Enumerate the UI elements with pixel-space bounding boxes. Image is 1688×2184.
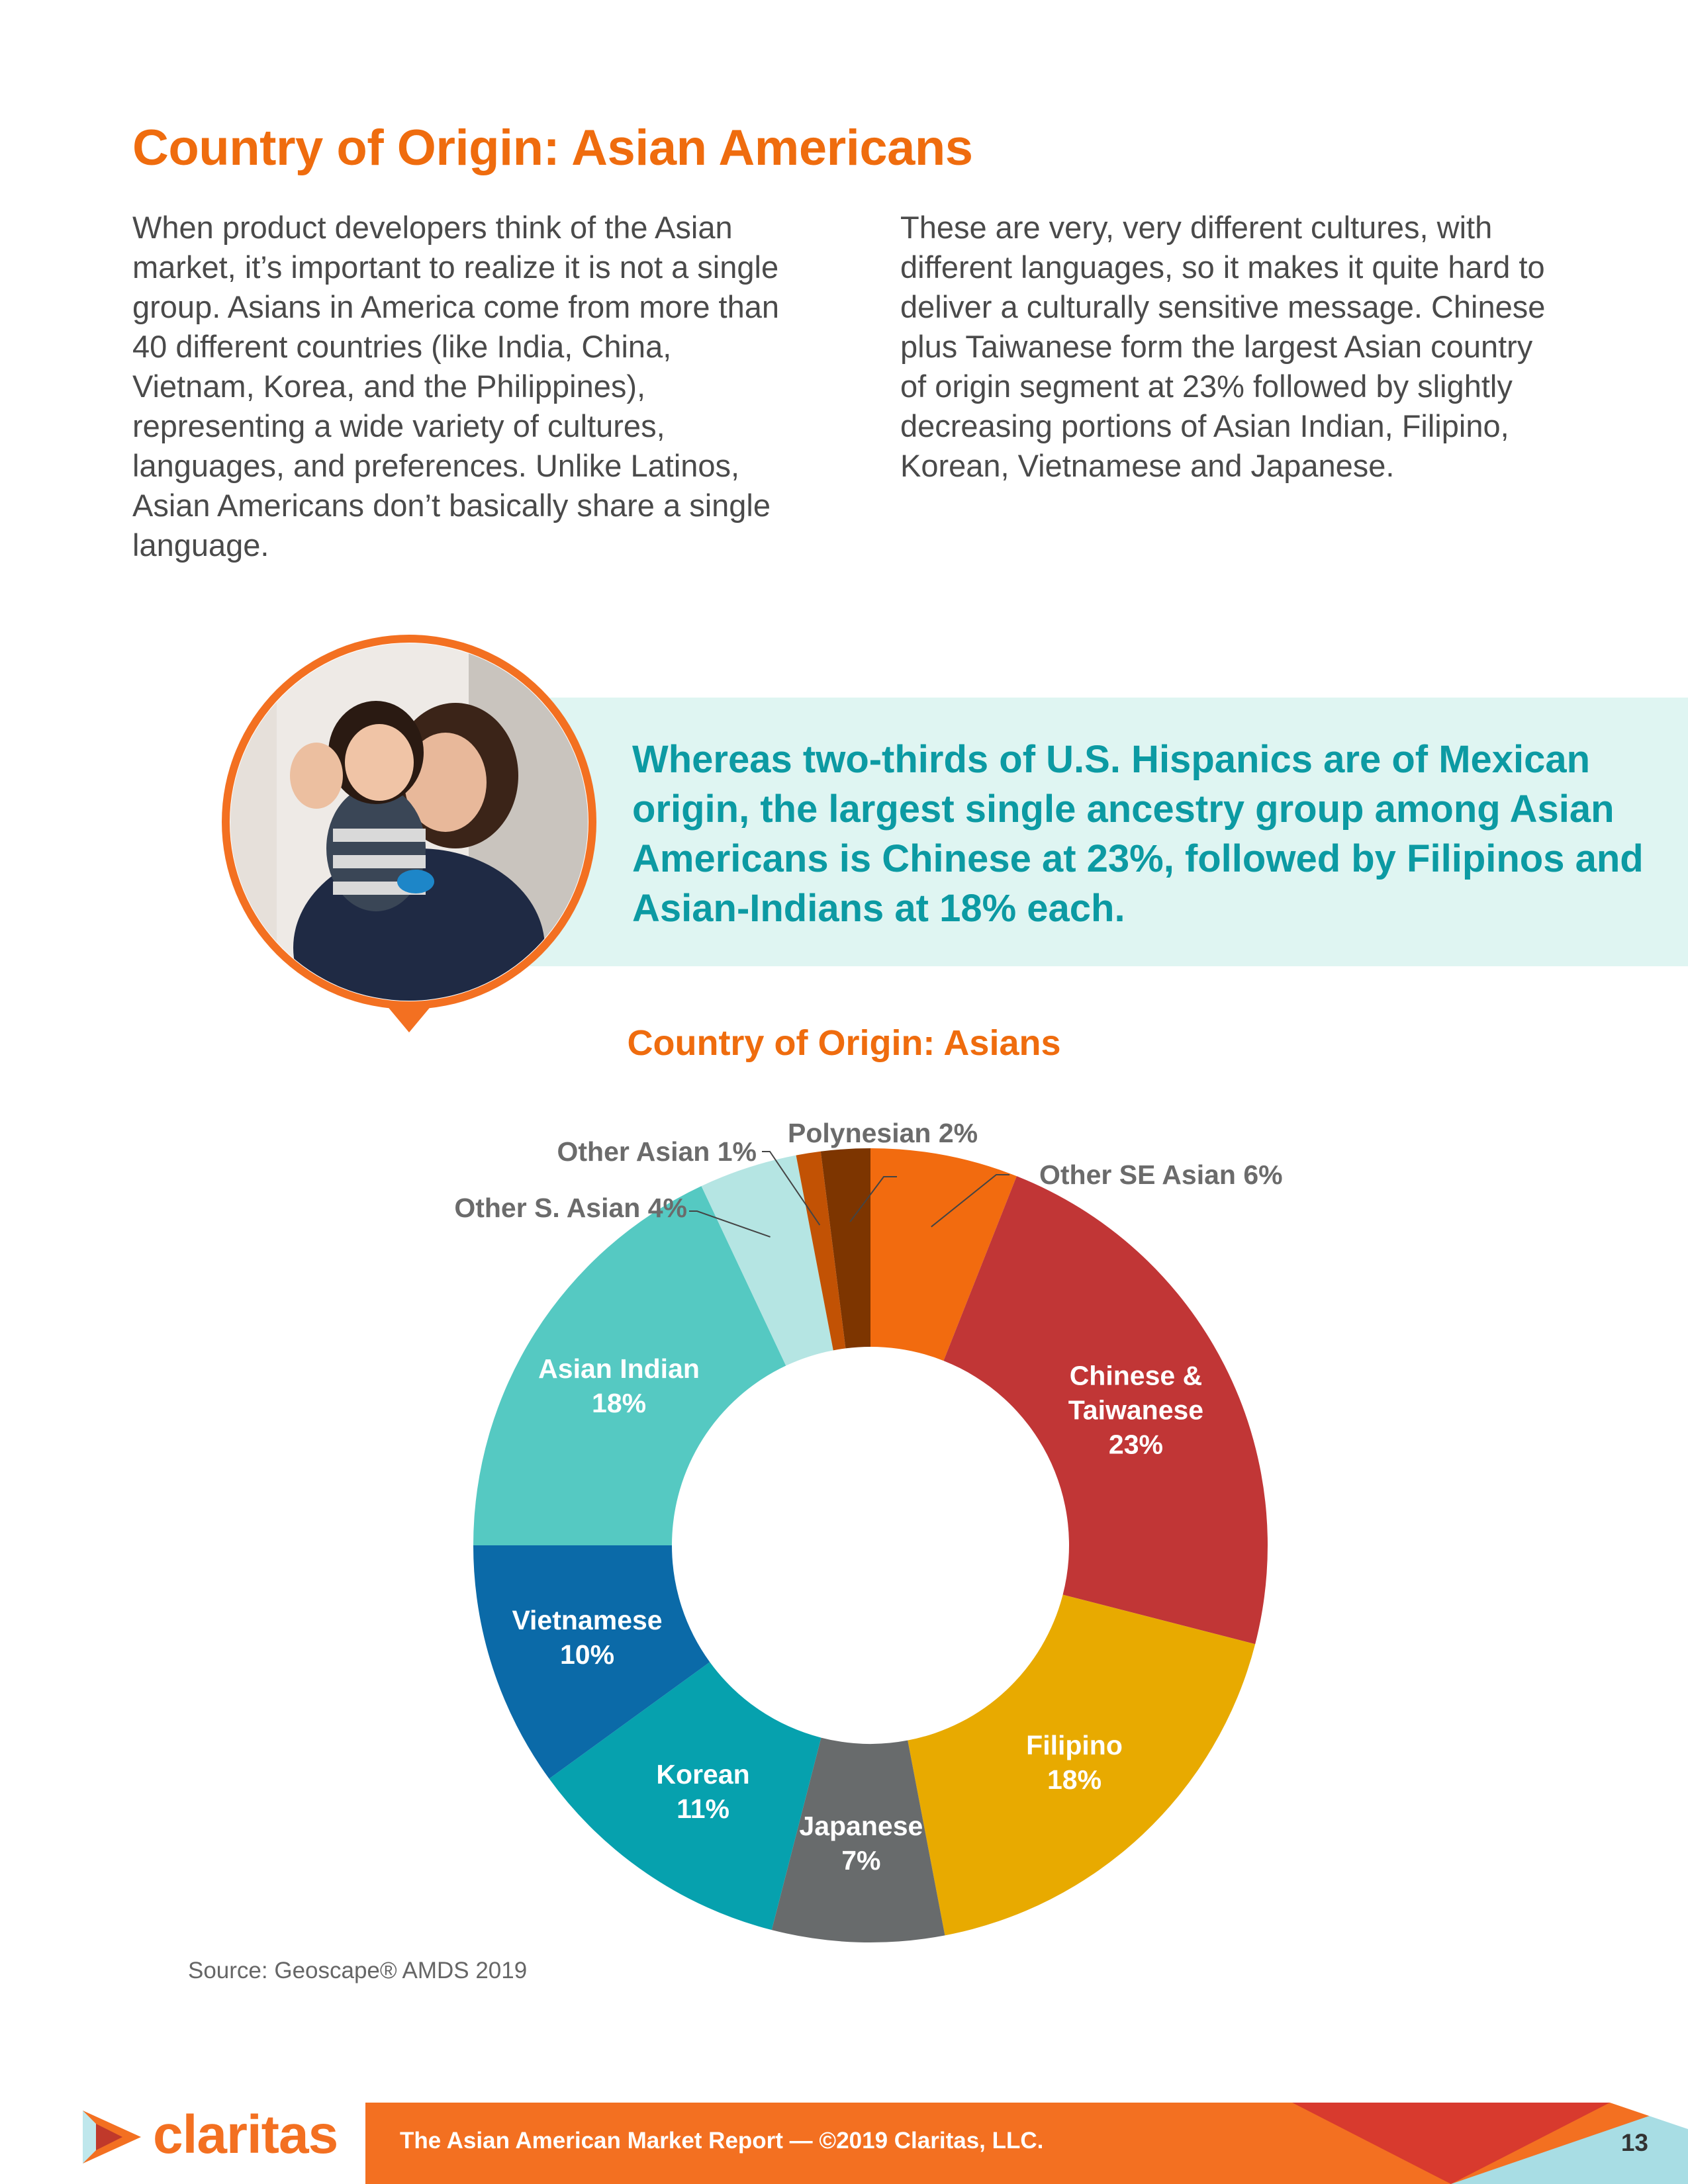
slice-label: Chinese & Taiwanese 23%	[1068, 1360, 1204, 1460]
donut-chart	[0, 1072, 1688, 2038]
claritas-logo	[83, 2103, 338, 2166]
intro-paragraph-left: When product developers think of the Asian market, it’s important to realize it is not a single group. Asians in America come from more than 40 different countries (like India, China, Vietnam, Korea, and the Philippines), representing a wide variety of cultures, languages, and preferences. Unlike Latinos, Asian Americans don’t basically share a single language.	[132, 210, 779, 563]
page-title: Country of Origin: Asian Americans	[132, 120, 973, 176]
source-note: Source: Geoscape® AMDS 2019	[188, 1958, 528, 1983]
slice-label: Japanese 7%	[799, 1810, 923, 1876]
slice-label: Korean 11%	[656, 1759, 750, 1825]
page-number: 13	[1620, 2129, 1648, 2156]
brand-name: claritas	[153, 2104, 338, 2165]
callout-quote: Whereas two-thirds of U.S. Hispanics are of Mexican origin, the largest single ancestry group among Asian Americans is Chinese at 23%, followed by Filipinos and Asian-Indians at 18% each.	[632, 738, 1644, 930]
slice-label: Other SE Asian 6%	[1039, 1160, 1283, 1190]
footer-bar	[365, 2103, 1688, 2184]
photo-mother-child	[217, 630, 614, 1040]
slice-label: Vietnamese 10%	[512, 1605, 663, 1670]
claritas-arrow-icon	[83, 2105, 142, 2165]
slice-label: Other Asian 1%	[557, 1136, 757, 1167]
slice-label: Asian Indian 18%	[538, 1353, 700, 1418]
intro-paragraph-right: These are very, very different cultures, with different languages, so it makes it quite hard to deliver a culturally sensitive message. Chinese plus Taiwanese form the largest Asian country of origin segment at 23% followed by slightly decreasing portions of Asian Indian, Filipino, Korean, Vietnamese and Japanese.	[900, 210, 1546, 483]
slice-label: Filipino 18%	[1026, 1730, 1123, 1796]
footer-text: The Asian American Market Report — ©2019 Claritas, LLC.	[400, 2128, 1044, 2154]
chart-title: Country of Origin: Asians	[627, 1023, 1061, 1063]
slice-label: Other S. Asian 4%	[454, 1193, 687, 1223]
slice-label: Polynesian 2%	[788, 1118, 978, 1148]
